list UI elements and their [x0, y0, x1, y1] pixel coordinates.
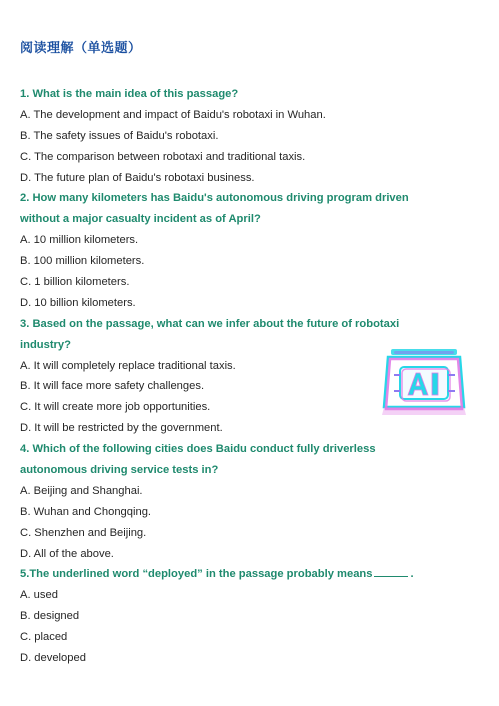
question-2-option-c: C. 1 billion kilometers.: [20, 276, 130, 289]
question-4-text-line-1: 4. Which of the following cities does Baidu conduct fully driverless: [20, 443, 376, 456]
question-5-tail: .: [410, 568, 414, 581]
question-3-option-c: C. It will create more job opportunities.: [20, 401, 211, 414]
question-4-option-b: B. Wuhan and Chongqing.: [20, 505, 152, 518]
question-1-option-c: C. The comparison between robotaxi and traditional taxis.: [20, 150, 306, 163]
question-5-option-a: A. used: [20, 589, 58, 602]
question-3-text-line-1: 3. Based on the passage, what can we infer about the future of robotaxi: [20, 317, 400, 330]
question-2-text-line-1: 2. How many kilometers has Baidu's autonomous driving program driven: [20, 192, 409, 205]
question-3-text-line-2: industry?: [20, 338, 71, 351]
question-4-option-a: A. Beijing and Shanghai.: [20, 484, 143, 497]
question-4-option-d: D. All of the above.: [20, 547, 114, 560]
ai-badge-logo: [378, 345, 470, 419]
question-3-option-a: A. It will completely replace traditional taxis.: [20, 359, 236, 372]
question-2-option-b: B. 100 million kilometers.: [20, 255, 145, 268]
question-1-text: 1. What is the main idea of this passage?: [20, 88, 239, 100]
question-5-text: [20, 564, 480, 585]
question-5-stem: 5.The underlined word “deployed” in the passage probably means: [20, 568, 373, 581]
ai-chip-icon: [378, 345, 470, 419]
question-5-option-d: D. developed: [20, 652, 86, 665]
question-5-option-b: B. designed: [20, 610, 80, 623]
question-3-option-d: D. It will be restricted by the government.: [20, 422, 223, 435]
question-2-text-line-2: without a major casualty incident as of April?: [20, 213, 261, 226]
answer-blank: [374, 565, 408, 577]
question-4-option-c: C. Shenzhen and Beijing.: [20, 526, 147, 539]
question-2-option-d: D. 10 billion kilometers.: [20, 296, 136, 309]
question-1-option-d: D. The future plan of Baidu's robotaxi business.: [20, 171, 255, 184]
question-3-option-b: B. It will face more safety challenges.: [20, 380, 205, 393]
question-1-option-b: B. The safety issues of Baidu's robotaxi.: [20, 129, 219, 142]
question-1-option-a: A. The development and impact of Baidu's robotaxi in Wuhan.: [20, 108, 326, 121]
question-2-option-a: A. 10 million kilometers.: [20, 234, 139, 247]
question-5-option-c: C. placed: [20, 631, 68, 644]
question-4-text-line-2: autonomous driving service tests in?: [20, 464, 219, 477]
section-title: 阅读理解（单选题）: [20, 41, 142, 56]
